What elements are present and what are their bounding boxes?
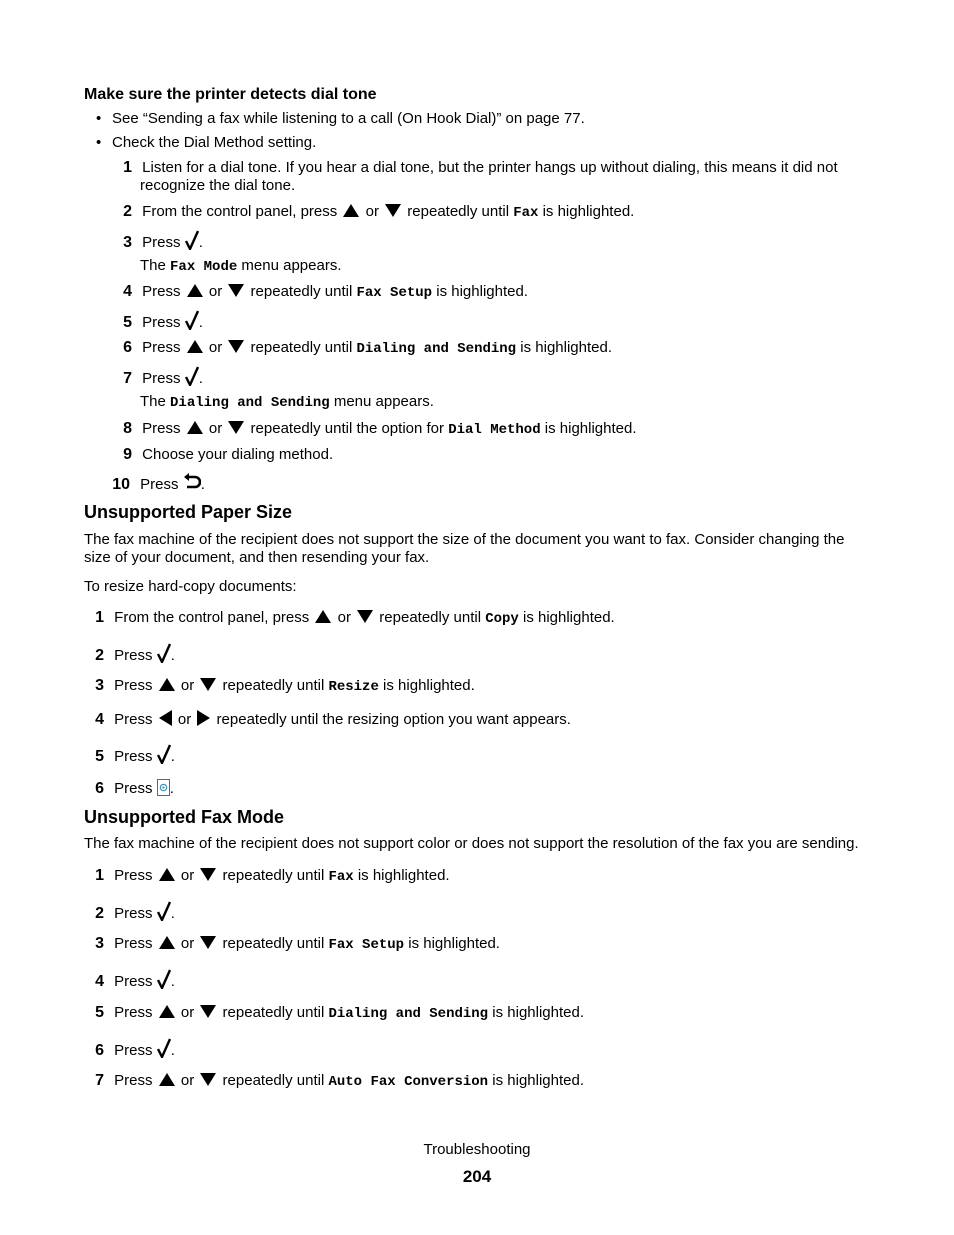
up-arrow-icon [159, 936, 175, 949]
down-arrow-icon [200, 936, 216, 949]
up-arrow-icon [315, 610, 331, 623]
down-arrow-icon [200, 1073, 216, 1086]
step-item: 1 From the control panel, press or repeatedly until Copy is highlighted. [95, 609, 615, 627]
checkmark-select-icon [157, 1038, 171, 1058]
step-subtext: The Fax Mode menu appears. [140, 257, 342, 275]
step-item: 8 Press or repeatedly until the option for Dial Method is highlighted. [123, 420, 637, 438]
down-arrow-icon [228, 421, 244, 434]
step-item: 3 Press or repeatedly until Resize is highlighted. [95, 677, 475, 695]
left-arrow-icon [159, 710, 172, 726]
paragraph-lead: To resize hard-copy documents: [84, 578, 297, 595]
step-item: 6 Press . [84, 1041, 175, 1061]
down-arrow-icon [200, 678, 216, 691]
up-arrow-icon [159, 1005, 175, 1018]
checkmark-select-icon [157, 643, 171, 663]
paragraph-line: The fax machine of the recipient does not support the size of the document you want to fax. Consider changing the [84, 531, 845, 548]
checkmark-select-icon [185, 310, 199, 330]
checkmark-select-icon [157, 744, 171, 764]
down-arrow-icon [200, 1005, 216, 1018]
down-arrow-icon [228, 340, 244, 353]
step-item: 3 Press . [112, 233, 203, 253]
step-item: 3 Press or repeatedly until Fax Setup is highlighted. [95, 935, 500, 953]
step-item: 7 Press . [112, 369, 203, 389]
up-arrow-icon [159, 678, 175, 691]
up-arrow-icon [159, 868, 175, 881]
paragraph-line: size of your document, and then resending your fax. [84, 549, 430, 566]
bullet-item: • See “Sending a fax while listening to a call (On Hook Dial)” on page 77. [96, 110, 585, 127]
section-heading-dial-tone: Make sure the printer detects dial tone [84, 86, 377, 103]
step-item: 4 Press . [84, 972, 175, 992]
step-item: 6 Press or repeatedly until Dialing and Sending is highlighted. [123, 339, 612, 357]
down-arrow-icon [385, 204, 401, 217]
step-item: 1 Press or repeatedly until Fax is highlighted. [95, 867, 450, 885]
step-item: 2 Press . [84, 904, 175, 924]
step-item: 5 Press or repeatedly until Dialing and Sending is highlighted. [95, 1004, 584, 1022]
checkmark-select-icon [157, 969, 171, 989]
step-item: 10 Press . [110, 476, 205, 494]
bullet-item: • Check the Dial Method setting. [96, 134, 317, 151]
start-button-icon [157, 779, 170, 796]
up-arrow-icon [159, 1073, 175, 1086]
down-arrow-icon [228, 284, 244, 297]
step-item: 4 Press or repeatedly until the resizing option you want appears. [95, 711, 571, 728]
paragraph-line: The fax machine of the recipient does not support color or does not support the resolution of the fax you are sending. [84, 835, 859, 852]
back-arrow-icon [183, 473, 201, 491]
step-item: 5 Press . [84, 747, 175, 767]
page-number: 204 [462, 1167, 492, 1186]
step-item: 5 Press . [112, 313, 203, 333]
step-item: 1 Listen for a dial tone. If you hear a dial tone, but the printer hangs up without dialing, this means it did not [123, 159, 838, 176]
step-text-continued: recognize the dial tone. [140, 177, 296, 194]
checkmark-select-icon [157, 901, 171, 921]
up-arrow-icon [187, 340, 203, 353]
step-item: 2 From the control panel, press or repeatedly until Fax is highlighted. [123, 203, 635, 221]
step-subtext: The Dialing and Sending menu appears. [140, 393, 434, 411]
step-item: 9 Choose your dialing method. [123, 446, 334, 463]
footer-section-name: Troubleshooting [423, 1141, 531, 1158]
up-arrow-icon [187, 421, 203, 434]
step-item: 4 Press or repeatedly until Fax Setup is highlighted. [123, 283, 528, 301]
section-heading-paper-size: Unsupported Paper Size [84, 502, 293, 522]
checkmark-select-icon [185, 366, 199, 386]
step-item: 2 Press . [84, 646, 175, 666]
step-item: 6 Press . [95, 780, 174, 797]
step-item: 7 Press or repeatedly until Auto Fax Conversion is highlighted. [95, 1072, 584, 1090]
checkmark-select-icon [185, 230, 199, 250]
right-arrow-icon [197, 710, 210, 726]
section-heading-fax-mode: Unsupported Fax Mode [84, 807, 285, 827]
up-arrow-icon [343, 204, 359, 217]
up-arrow-icon [187, 284, 203, 297]
down-arrow-icon [200, 868, 216, 881]
down-arrow-icon [357, 610, 373, 623]
